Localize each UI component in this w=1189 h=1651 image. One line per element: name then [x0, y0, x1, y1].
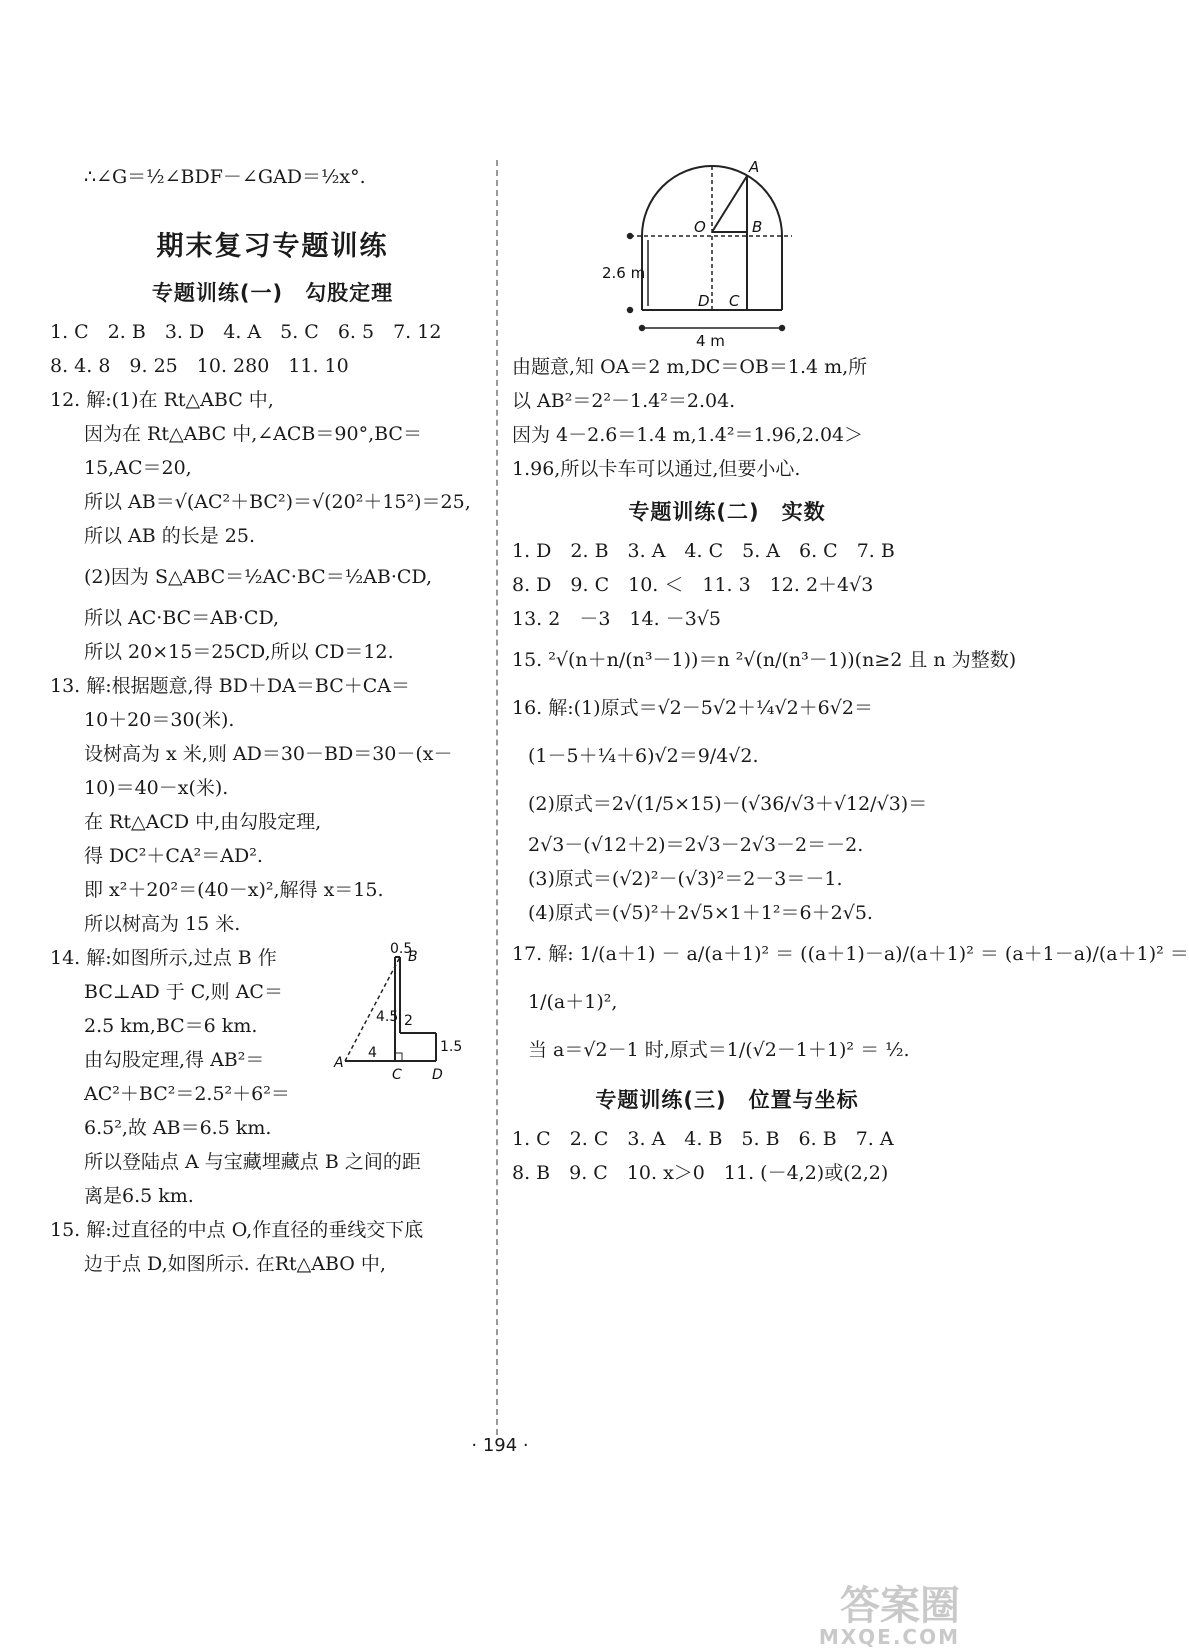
q14-line: 2.5 km,BC＝6 km. — [84, 1015, 258, 1037]
q14-line: 6.5²,故 AB＝6.5 km. — [84, 1117, 272, 1139]
q14-block — [50, 941, 495, 1213]
q12-line: 所以 AC·BC＝AB·CD, — [84, 607, 280, 629]
q13-line: 得 DC²＋CA²＝AD². — [84, 845, 263, 867]
q13-line: 在 Rt△ACD 中,由勾股定理, — [84, 811, 322, 833]
fig15-label-h: 2.6 m — [602, 264, 646, 282]
q17-line: 17. 解: 1/(a＋1) － a/(a＋1)² ＝ ((a＋1)－a)/(a＋1)² ＝ (a＋1－a)/(a＋1)² ＝ — [512, 943, 1189, 965]
q12-line: 15,AC＝20, — [84, 457, 192, 479]
q15-cont-line: 因为 4－2.6＝1.4 m,1.4²＝1.96,2.04＞ — [512, 424, 864, 446]
top-line: ∴∠G＝½∠BDF－∠GAD＝½x°. — [84, 166, 366, 188]
q15-cont-line: 以 AB²＝2²－1.4²＝2.04. — [512, 390, 736, 412]
q15-line: 15. 解:过直径的中点 O,作直径的垂线交下底 — [50, 1219, 424, 1241]
watermark-url: MXQE.COM — [818, 1625, 960, 1649]
q14-line: 由勾股定理,得 AB²＝ — [84, 1049, 265, 1071]
q16-line: 16. 解:(1)原式＝√2－5√2＋¼√2＋6√2＝ — [512, 697, 873, 719]
q13-line: 10)＝40－x(米). — [84, 777, 229, 799]
section-title-1: 专题训练(一) 勾股定理 — [151, 281, 394, 305]
fig14-label-c: C — [392, 1067, 402, 1083]
fig15-label-w: 4 m — [696, 332, 725, 350]
q13-line: 10＋20＝30(米). — [84, 709, 235, 731]
q13-line: 即 x²＋20²＝(40－x)²,解得 x＝15. — [84, 879, 384, 901]
answer-row: 1. C 2. C 3. A 4. B 5. B 6. B 7. A — [512, 1128, 894, 1150]
q14-line: 离是6.5 km. — [84, 1185, 194, 1207]
fig14-label-d: D — [432, 1067, 443, 1083]
page-number: · 194 · — [471, 1435, 529, 1456]
left-column — [50, 160, 495, 1281]
section-title-2: 专题训练(二) 实数 — [628, 500, 826, 524]
q12-line: (2)因为 S△ABC＝½AC·BC＝½AB·CD, — [84, 566, 432, 588]
figure-14 — [334, 941, 490, 1091]
right-column — [512, 158, 1189, 1190]
fig15-label-c: C — [729, 292, 740, 310]
answer-row: 13. 2 －3 14. －3√5 — [512, 608, 721, 630]
column-divider — [496, 160, 498, 1435]
q15-cont-line: 由题意,知 OA＝2 m,DC＝OB＝1.4 m,所 — [512, 356, 868, 378]
answer-row: 15. ²√(n＋n/(n³－1))＝n ²√(n/(n³－1))(n≥2 且 n 为整数) — [512, 649, 1017, 671]
fig15-oa — [712, 176, 747, 232]
q13-line: 13. 解:根据题意,得 BD＋DA＝BC＋CA＝ — [50, 675, 410, 697]
fig14-label-mid1: 4.5 — [376, 1009, 399, 1025]
q12-line: 所以 20×15＝25CD,所以 CD＝12. — [84, 641, 394, 663]
q17-line: 1/(a＋1)², — [528, 991, 618, 1013]
q15-line: 边于点 D,如图所示. 在Rt△ABO 中, — [84, 1253, 386, 1275]
fig14-label-b: B — [408, 949, 418, 965]
q14-line: 所以登陆点 A 与宝藏埋藏点 B 之间的距 — [84, 1151, 421, 1173]
q13-line: 所以树高为 15 米. — [84, 913, 241, 935]
fig14-label-right: 1.5 — [440, 1039, 463, 1055]
answer-row: 8. B 9. C 10. x＞0 11. (－4,2)或(2,2) — [512, 1162, 889, 1184]
q12-line: 所以 AB 的长是 25. — [84, 525, 256, 547]
q17-line: 当 a＝√2－1 时,原式＝1/(√2－1＋1)² ＝ ½. — [528, 1039, 910, 1061]
page-title: 期末复习专题训练 — [156, 231, 389, 262]
q12-line: 12. 解:(1)在 Rt△ABC 中, — [50, 389, 274, 411]
answer-row: 8. 4. 8 9. 25 10. 280 11. 10 — [50, 355, 349, 377]
q14-line: BC⊥AD 于 C,则 AC＝ — [84, 981, 283, 1003]
figure-15 — [512, 160, 942, 350]
fig14-right-angle — [395, 1053, 402, 1061]
fig14-label-top: 0.5 — [390, 941, 413, 957]
answer-row: 1. C 2. B 3. D 4. A 5. C 6. 5 7. 12 — [50, 321, 442, 343]
fig15-label-b: B — [752, 218, 763, 236]
q16-line: (1－5＋¼＋6)√2＝9/4√2. — [528, 745, 759, 767]
fig15-label-d: D — [698, 292, 710, 310]
q16-line: 2√3－(√12＋2)＝2√3－2√3－2＝－2. — [528, 834, 864, 856]
q16-line: (2)原式＝2√(1/5×15)－(√36/√3＋√12/√3)＝ — [528, 793, 928, 815]
q12-line: 因为在 Rt△ABC 中,∠ACB＝90°,BC＝ — [84, 423, 422, 445]
q13-line: 设树高为 x 米,则 AD＝30－BD＝30－(x－ — [84, 743, 453, 765]
answer-row: 1. D 2. B 3. A 4. C 5. A 6. C 7. B — [512, 540, 895, 562]
q14-line: 14. 解:如图所示,过点 B 作 — [50, 947, 277, 969]
fig15-label-a: A — [749, 158, 760, 176]
q16-line: (4)原式＝(√5)²＋2√5×1＋1²＝6＋2√5. — [528, 902, 873, 924]
q12-line: 所以 AB＝√(AC²＋BC²)＝√(20²＋15²)＝25, — [84, 491, 471, 513]
q16-line: (3)原式＝(√2)²－(√3)²＝2－3＝－1. — [528, 868, 843, 890]
fig14-label-bottom: 4 — [368, 1045, 377, 1061]
q14-line: AC²＋BC²＝2.5²＋6²＝ — [84, 1083, 290, 1105]
answer-row: 8. D 9. C 10. ＜ 11. 3 12. 2＋4√3 — [512, 574, 874, 596]
fig15-label-o: O — [694, 218, 706, 236]
watermark-logo: 答案圈 — [840, 1583, 960, 1629]
fig14-label-a: A — [334, 1055, 344, 1071]
q15-cont-line: 1.96,所以卡车可以通过,但要小心. — [512, 458, 801, 480]
fig14-label-mid2: 2 — [404, 1013, 413, 1029]
section-title-3: 专题训练(三) 位置与坐标 — [595, 1088, 859, 1112]
